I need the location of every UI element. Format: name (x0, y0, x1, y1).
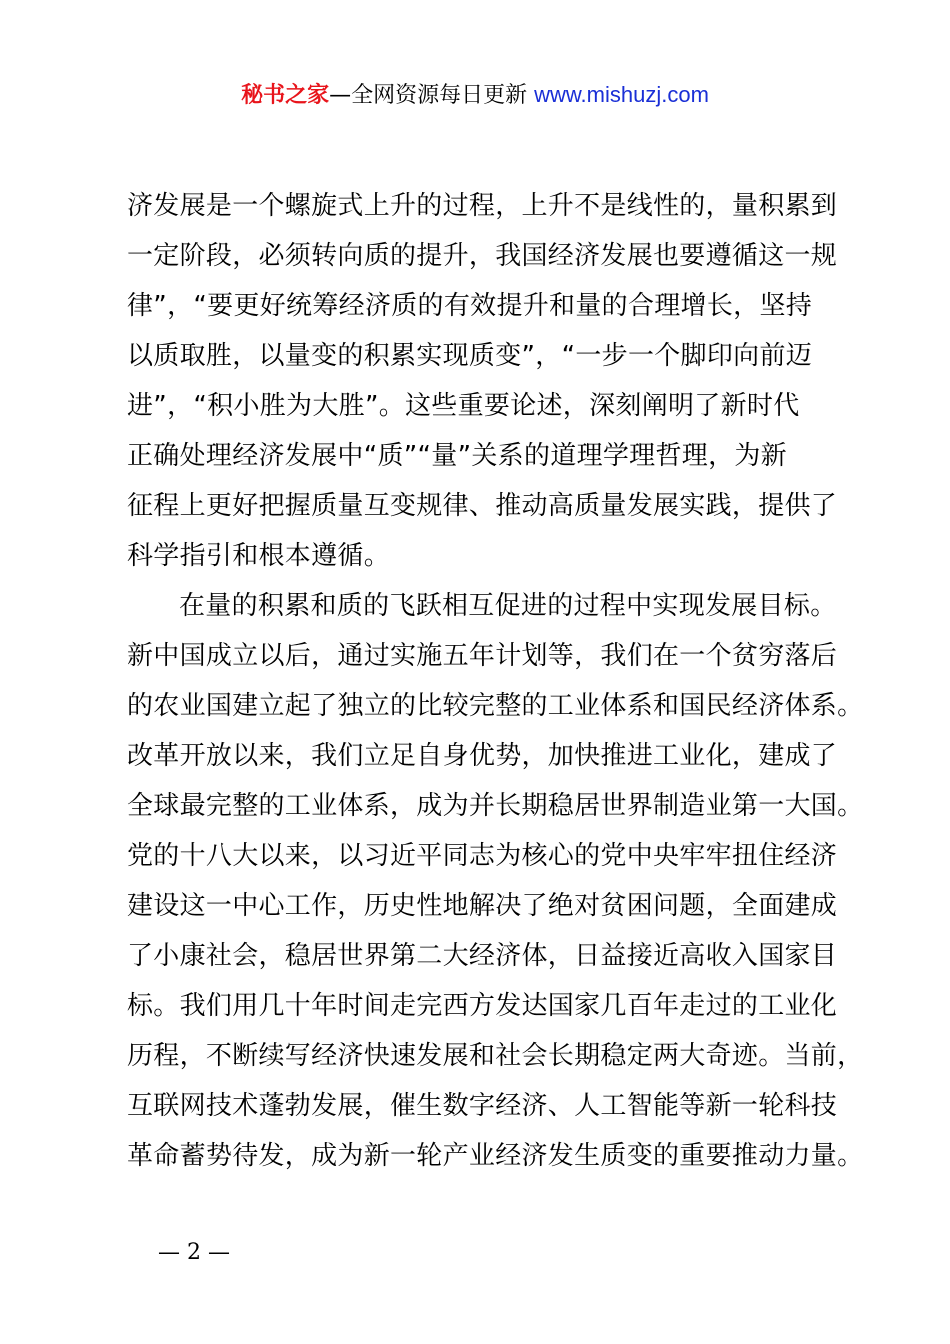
text-line: 全球最完整的工业体系，成为并长期稳居世界制造业第一大国。 (127, 791, 864, 821)
page-header (0, 78, 950, 113)
text-line: 一定阶段，必须转向质的提升，我国经济发展也要遵循这一规 (127, 241, 838, 271)
header-url-link[interactable]: www.mishuzj.com (534, 82, 709, 107)
text-line: 了小康社会，稳居世界第二大经济体，日益接近高收入国家目 (127, 941, 838, 971)
text-line: 标。我们用几十年时间走完西方发达国家几百年走过的工业化 (127, 991, 838, 1021)
text-line: 以质取胜，以量变的积累实现质变”，“一步一个脚印向前迈 (127, 341, 813, 371)
text-line: 建设这一中心工作，历史性地解决了绝对贫困问题，全面建成 (127, 891, 838, 921)
header-tagline: —全网资源每日更新 (329, 83, 528, 108)
text-line: 科学指引和根本遵循。 (127, 541, 391, 571)
text-line: 革命蓄势待发，成为新一轮产业经济发生质变的重要推动力量。 (127, 1141, 864, 1171)
text-line: 济发展是一个螺旋式上升的过程，上升不是线性的，量积累到 (127, 191, 838, 221)
text-line: 互联网技术蓬勃发展，催生数字经济、人工智能等新一轮科技 (127, 1091, 838, 1121)
header-brand: 秘书之家 (241, 83, 330, 108)
page-number: — 2 — (158, 1240, 230, 1265)
text-line: 的农业国建立起了独立的比较完整的工业体系和国民经济体系。 (127, 691, 864, 721)
text-line: 征程上更好把握质量互变规律、推动高质量发展实践，提供了 (127, 491, 838, 521)
paragraph-first-line: 在量的积累和质的飞跃相互促进的过程中实现发展目标。 (179, 591, 837, 621)
text-line: 进”，“积小胜为大胜”。这些重要论述，深刻阐明了新时代 (127, 391, 800, 421)
document-body (127, 181, 864, 1181)
text-line: 律”，“要更好统筹经济质的有效提升和量的合理增长，坚持 (127, 291, 813, 321)
text-line: 新中国成立以后，通过实施五年计划等，我们在一个贫穷落后 (127, 641, 838, 671)
text-line: 历程，不断续写经济快速发展和社会长期稳定两大奇迹。当前， (127, 1041, 864, 1071)
text-line: 改革开放以来，我们立足自身优势，加快推进工业化，建成了 (127, 741, 838, 771)
text-line: 正确处理经济发展中“质”“量”关系的道理学理哲理，为新 (127, 441, 787, 471)
text-line: 党的十八大以来，以习近平同志为核心的党中央牢牢扭住经济 (127, 841, 838, 871)
